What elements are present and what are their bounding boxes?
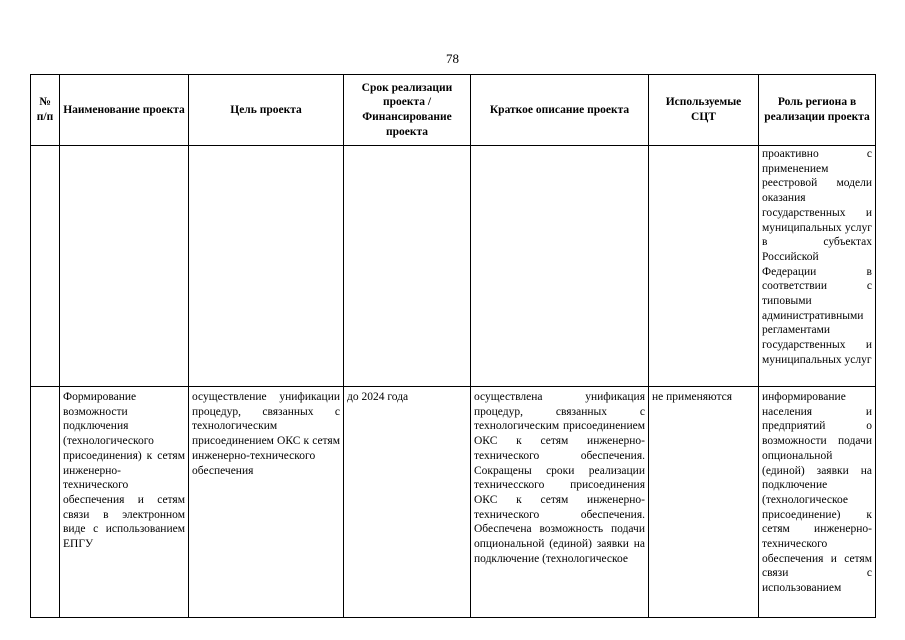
cell-sct: не применяются [649,387,759,618]
cell-num [31,387,60,618]
cell-term [344,146,471,387]
cell-role: информирование населения и предприятий о возможности подачи опциональной (единой) заявки на подключение (технологическое присоединение) к сетям инженерно-технического обеспечения и сетям связи с использованием [759,387,876,618]
header-num: № п/п [31,75,60,146]
cell-description: осуществлена унификация процедур, связанных с технологическим присоединением ОКС к сетям инженерно-технического обеспечения. Сокращены сроки реализации техничесского присоединения ОКС к сетям инженерно-технического обеспечения. Обеспечена возможность подачи опциональной (единой) заявки на подключение (технологическое [471,387,649,618]
cell-goal [189,146,344,387]
header-sct: Используемые СЦТ [649,75,759,146]
cell-num [31,146,60,387]
cell-role: проактивно с применением реестровой модели оказания государственных и муниципальных услуг в субъектах Российской Федерации в соответствии с типовыми административными регламентами государственных и муниципальных услуг [759,146,876,387]
cell-sct [649,146,759,387]
header-goal: Цель проекта [189,75,344,146]
header-description: Краткое описание проекта [471,75,649,146]
cell-name: Формирование возможности подключения (технологического присоединения) к сетям инженерно-технического обеспечения и сетям связи в электронном виде с использованием ЕПГУ [60,387,189,618]
cell-goal: осуществление унификации процедур, связанных с технологическим присоединением ОКС к сетям инженерно-технического обеспечения [189,387,344,618]
table-header-row [31,75,876,146]
header-term: Срок реализации проекта / Финансирование проекта [344,75,471,146]
page-number: 78 [446,51,459,66]
projects-table [30,74,876,618]
table-row-continued [31,146,876,387]
header-name: Наименование проекта [60,75,189,146]
cell-description [471,146,649,387]
table-row [31,387,876,618]
header-role: Роль региона в реализации проекта [759,75,876,146]
cell-term: до 2024 года [344,387,471,618]
cell-name [60,146,189,387]
